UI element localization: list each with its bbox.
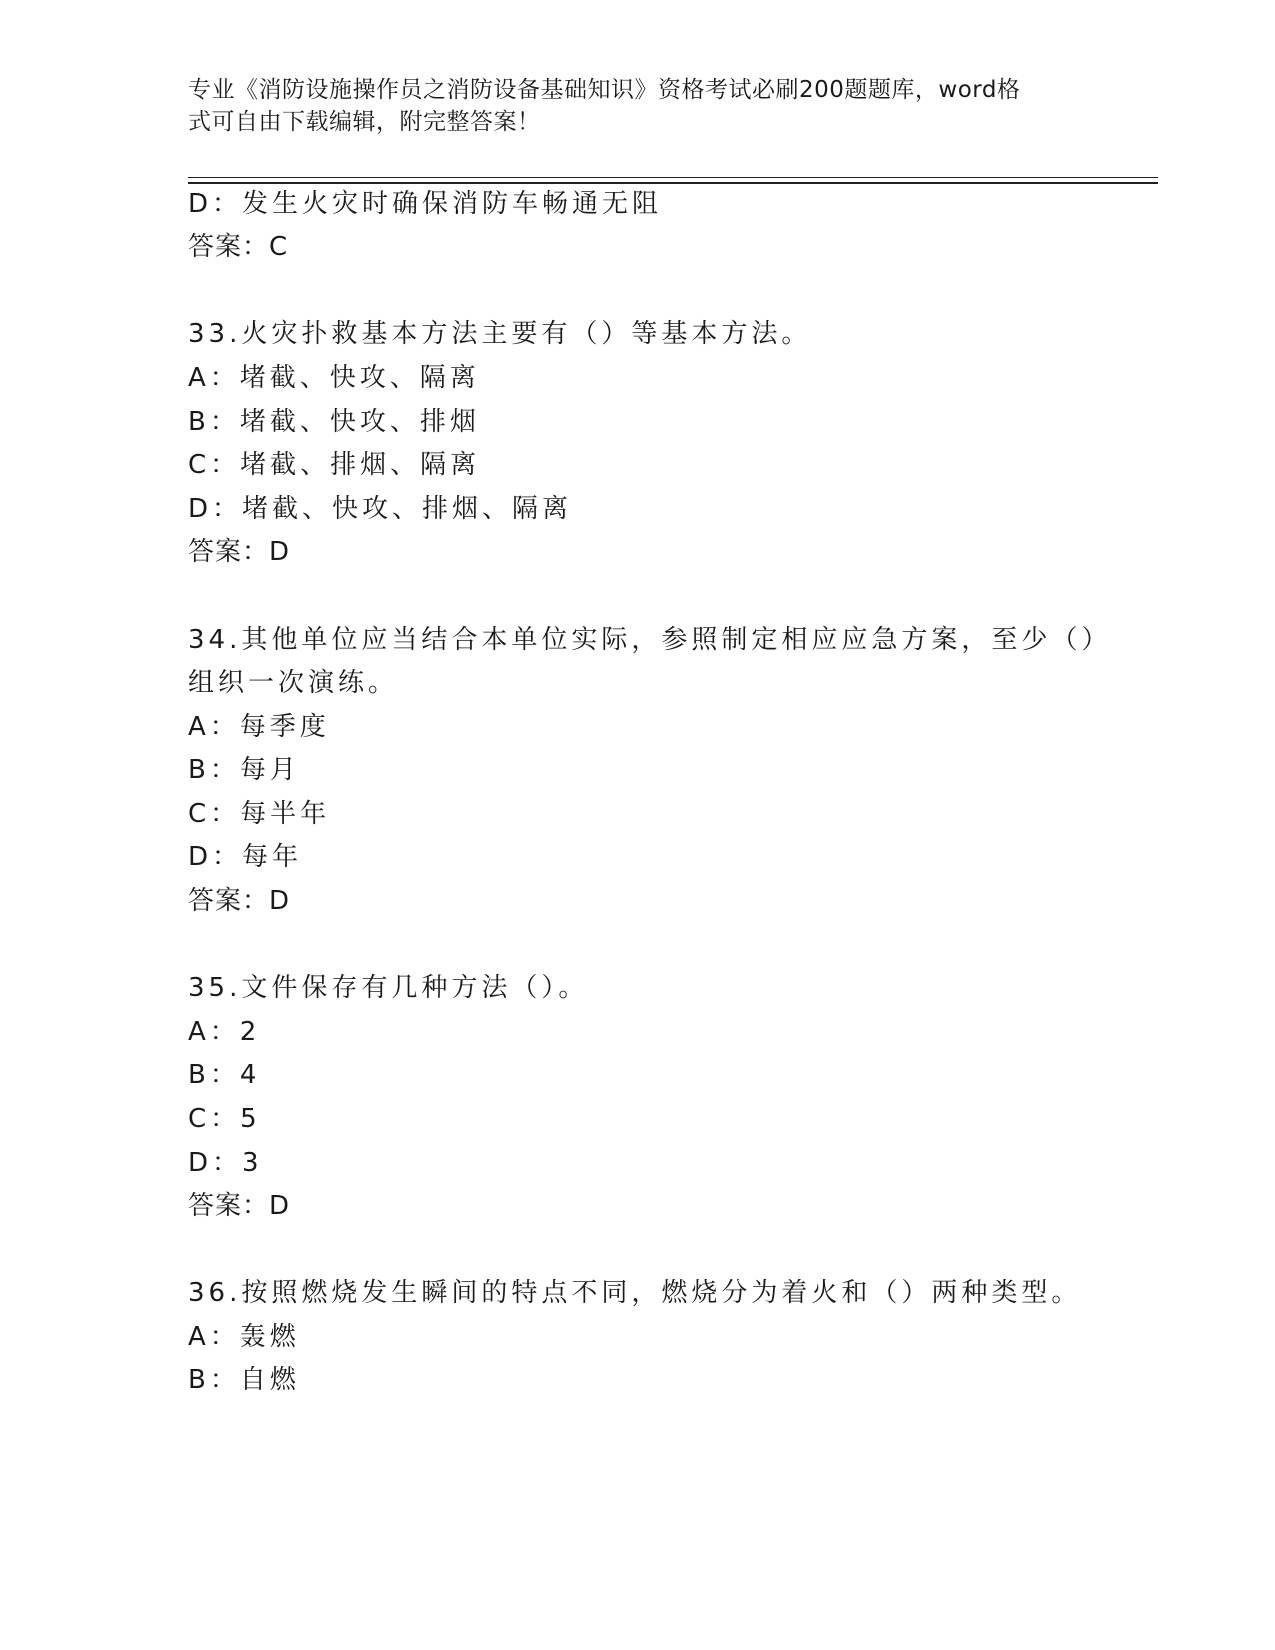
q35-option-d: D：3 [188, 1148, 263, 1178]
q33-option-b: B：堵截、快攻、排烟 [188, 407, 480, 437]
q35-option-b: B：4 [188, 1060, 261, 1090]
q36-question: 36.按照燃烧发生瞬间的特点不同，燃烧分为着火和（）两种类型。 [188, 1278, 1082, 1308]
q36-option-b: B：自燃 [188, 1365, 300, 1395]
q33-question: 33.火灾扑救基本方法主要有（）等基本方法。 [188, 319, 812, 349]
header-line-1: 专业《消防设施操作员之消防设备基础知识》资格考试必刷200题题库，word格 [188, 77, 1021, 103]
q32-answer: 答案：C [188, 232, 289, 262]
q33-option-d: D：堵截、快攻、排烟、隔离 [188, 494, 573, 524]
header-line-2: 式可自由下载编辑，附完整答案！ [188, 109, 541, 135]
q35-option-c: C：5 [188, 1104, 261, 1134]
q34-question-line-2: 组织一次演练。 [188, 668, 399, 698]
q33-option-a: A：堵截、快攻、隔离 [188, 363, 480, 393]
q35-answer: 答案：D [188, 1191, 291, 1221]
header-divider-thick [188, 182, 1158, 184]
q33-answer: 答案：D [188, 537, 291, 567]
q34-option-c: C：每半年 [188, 799, 331, 829]
q36-option-a: A：轰燃 [188, 1322, 300, 1352]
document-header [188, 74, 1068, 138]
q35-option-a: A：2 [188, 1017, 261, 1047]
q34-answer: 答案：D [188, 886, 291, 916]
q32-option-d: D：发生火灾时确保消防车畅通无阻 [188, 189, 663, 219]
q34-option-b: B：每月 [188, 755, 300, 785]
q34-question-line-1: 34.其他单位应当结合本单位实际，参照制定相应应急方案，至少（） [188, 625, 1112, 655]
header-divider-thin [188, 177, 1158, 178]
q33-option-c: C：堵截、排烟、隔离 [188, 450, 481, 480]
q34-option-a: A：每季度 [188, 712, 330, 742]
q34-option-d: D：每年 [188, 842, 303, 872]
q35-question: 35.文件保存有几种方法（）。 [188, 973, 589, 1003]
